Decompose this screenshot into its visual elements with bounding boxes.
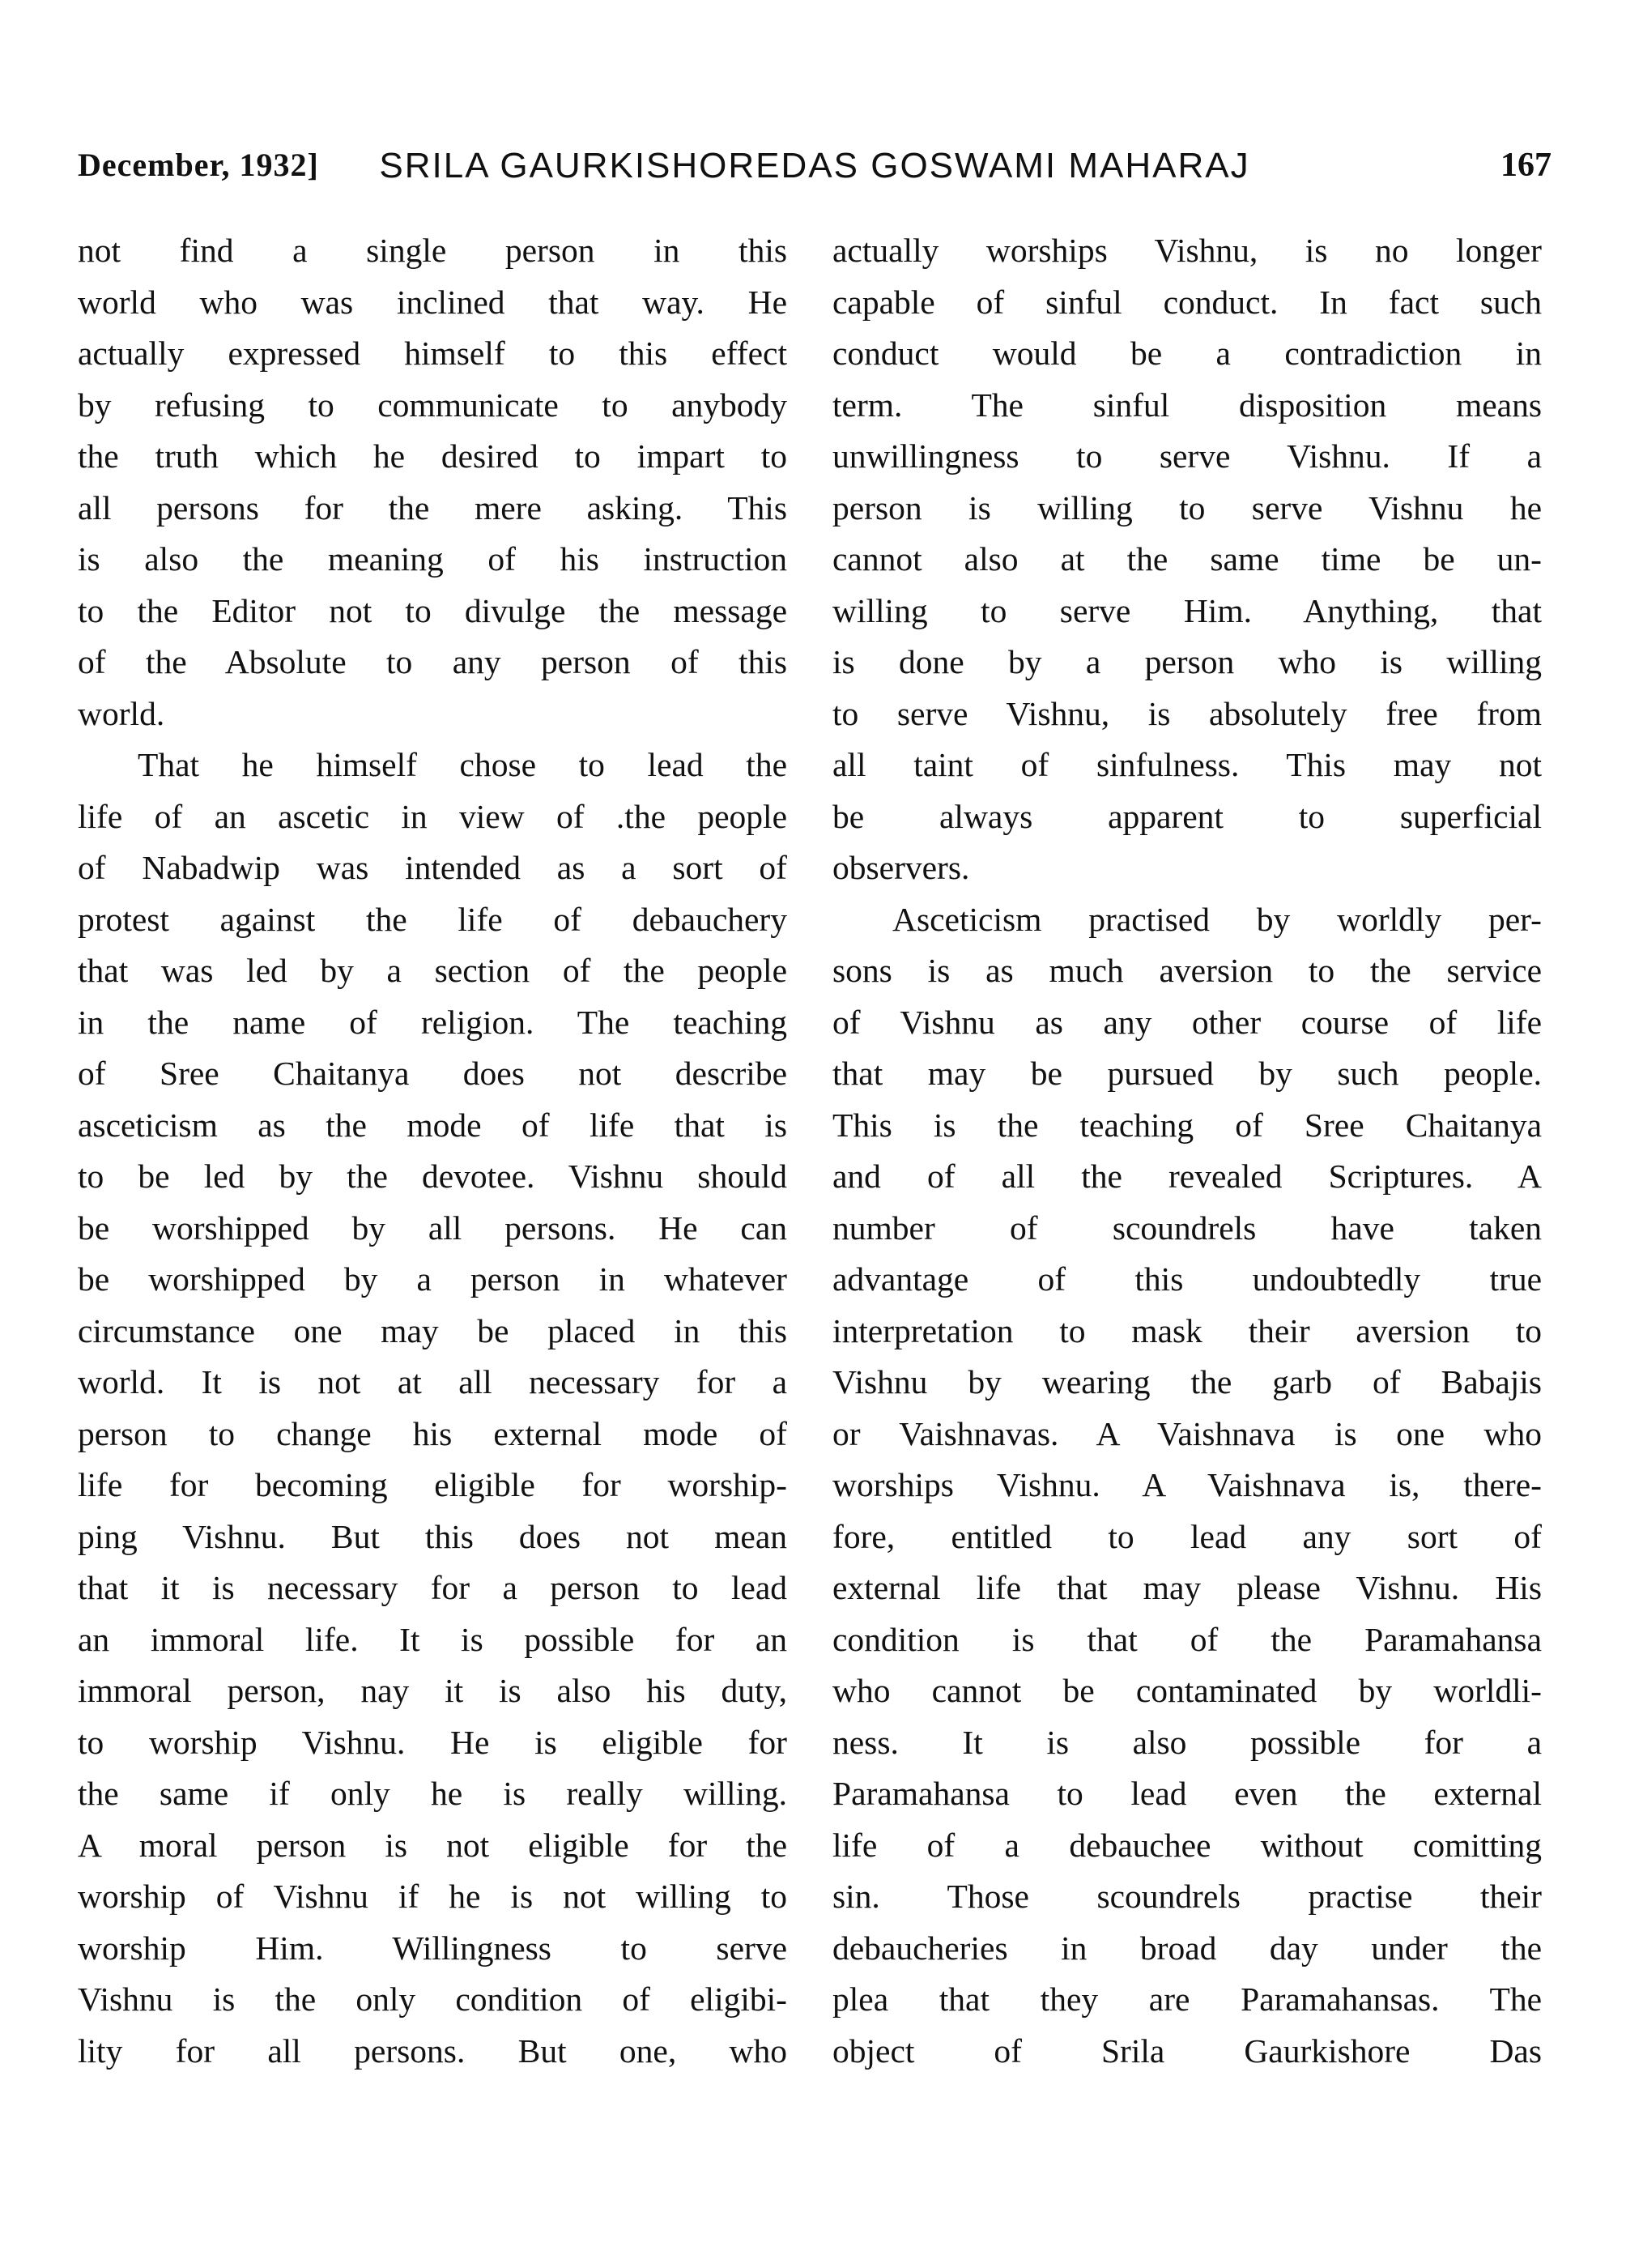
text-line: immoral person, nay it is also his duty, <box>78 1672 787 1709</box>
text-line: Asceticism practised by worldly per- <box>892 900 1542 938</box>
text-line: number of scoundrels have taken <box>832 1209 1542 1247</box>
text-line: That he himself chose to lead the <box>138 746 787 783</box>
text-line: external life that may please Vishnu. His <box>832 1569 1542 1606</box>
text-line: of the Absolute to any person of this <box>78 643 787 680</box>
running-header <box>78 146 1552 194</box>
text-line: A moral person is not eligible for the <box>78 1826 787 1864</box>
text-line: the truth which he desired to impart to <box>78 437 787 475</box>
page-number: 167 <box>1500 147 1552 184</box>
text-line: of Sree Chaitanya does not describe <box>78 1055 787 1092</box>
text-line: and of all the revealed Scriptures. A <box>832 1157 1542 1195</box>
text-line: debaucheries in broad day under the <box>832 1929 1542 1967</box>
text-line: observers. <box>832 849 970 886</box>
text-line: protest against the life of debauchery <box>78 900 787 938</box>
text-line: person to change his external mode of <box>78 1414 787 1452</box>
text-line: Vishnu by wearing the garb of Babajis <box>832 1363 1542 1400</box>
text-line: to be led by the devotee. Vishnu should <box>78 1157 787 1195</box>
text-line: Vishnu is the only condition of eligibi- <box>78 1980 787 2018</box>
text-line: be worshipped by all persons. He can <box>78 1209 787 1247</box>
text-line: lity for all persons. But one, who <box>78 2031 787 2070</box>
text-line: an immoral life. It is possible for an <box>78 1620 787 1658</box>
text-line: Paramahansa to lead even the external <box>832 1775 1542 1812</box>
text-line: advantage of this undoubtedly true <box>832 1260 1542 1298</box>
text-line: is also the meaning of his instruction <box>78 540 787 578</box>
text-line: world. <box>78 694 165 732</box>
text-line: sons is as much aversion to the service <box>832 952 1542 989</box>
text-line: plea that they are Paramahansas. The <box>832 1980 1542 2018</box>
text-line: willing to serve Him. Anything, that <box>832 591 1542 629</box>
issue-date: December, 1932] <box>78 147 319 183</box>
text-line: world. It is not at all necessary for a <box>78 1363 787 1400</box>
text-line: person is willing to serve Vishnu he <box>832 488 1542 526</box>
text-line: capable of sinful conduct. In fact such <box>832 283 1542 321</box>
text-line: worship Him. Willingness to serve <box>78 1929 787 1967</box>
text-line: all persons for the mere asking. This <box>78 488 787 526</box>
left-column <box>78 225 787 2077</box>
text-line: worship of Vishnu if he is not willing to <box>78 1878 787 1915</box>
text-line: term. The sinful disposition means <box>832 386 1542 424</box>
text-line: be worshipped by a person in whatever <box>78 1260 787 1298</box>
text-line: by refusing to communicate to anybody <box>78 386 787 424</box>
text-line: asceticism as the mode of life that is <box>78 1106 787 1144</box>
text-line: sin. Those scoundrels practise their <box>832 1878 1542 1915</box>
text-line: that it is necessary for a person to lead <box>78 1569 787 1606</box>
text-line: conduct would be a contradiction in <box>832 335 1542 372</box>
text-line: fore, entitled to lead any sort of <box>832 1517 1542 1555</box>
text-line: ping Vishnu. But this does not mean <box>78 1517 787 1555</box>
text-line: cannot also at the same time be un- <box>832 540 1542 578</box>
text-line: to worship Vishnu. He is eligible for <box>78 1723 787 1761</box>
text-line: is done by a person who is willing <box>832 643 1542 680</box>
text-line: to serve Vishnu, is absolutely free from <box>832 694 1542 732</box>
text-line: or Vaishnavas. A Vaishnava is one who <box>832 1414 1542 1452</box>
text-line: of Nabadwip was intended as a sort of <box>78 849 787 886</box>
text-line: actually expressed himself to this effect <box>78 335 787 372</box>
text-line: object of Srila Gaurkishore Das <box>832 2031 1542 2070</box>
text-line: in the name of religion. The teaching <box>78 1003 787 1041</box>
text-line: not find a single person in this <box>78 232 787 269</box>
text-line: actually worships Vishnu, is no longer <box>832 232 1542 269</box>
text-line: that may be pursued by such people. <box>832 1055 1542 1092</box>
text-line: interpretation to mask their aversion to <box>832 1311 1542 1349</box>
text-line: unwillingness to serve Vishnu. If a <box>832 437 1542 475</box>
text-line: ness. It is also possible for a <box>832 1723 1542 1761</box>
text-line: to the Editor not to divulge the message <box>78 591 787 629</box>
text-line: that was led by a section of the people <box>78 952 787 989</box>
text-line: all taint of sinfulness. This may not <box>832 746 1542 783</box>
text-line: the same if only he is really willing. <box>78 1775 787 1812</box>
text-line: life of a debauchee without comitting <box>832 1826 1542 1864</box>
text-line: be always apparent to superficial <box>832 797 1542 835</box>
text-line: circumstance one may be placed in this <box>78 1311 787 1349</box>
text-line: life of an ascetic in view of .the people <box>78 797 787 835</box>
text-line: life for becoming eligible for worship- <box>78 1466 787 1503</box>
text-line: condition is that of the Paramahansa <box>832 1620 1542 1658</box>
text-line: who cannot be contaminated by worldli- <box>832 1672 1542 1709</box>
text-line: worships Vishnu. A Vaishnava is, there- <box>832 1466 1542 1503</box>
text-line: world who was inclined that way. He <box>78 283 787 321</box>
running-title: SRILA GAURKISHOREDAS GOSWAMI MAHARAJ <box>379 146 1250 185</box>
right-column <box>832 225 1542 2077</box>
text-line: This is the teaching of Sree Chaitanya <box>832 1106 1542 1144</box>
text-line: of Vishnu as any other course of life <box>832 1003 1542 1041</box>
